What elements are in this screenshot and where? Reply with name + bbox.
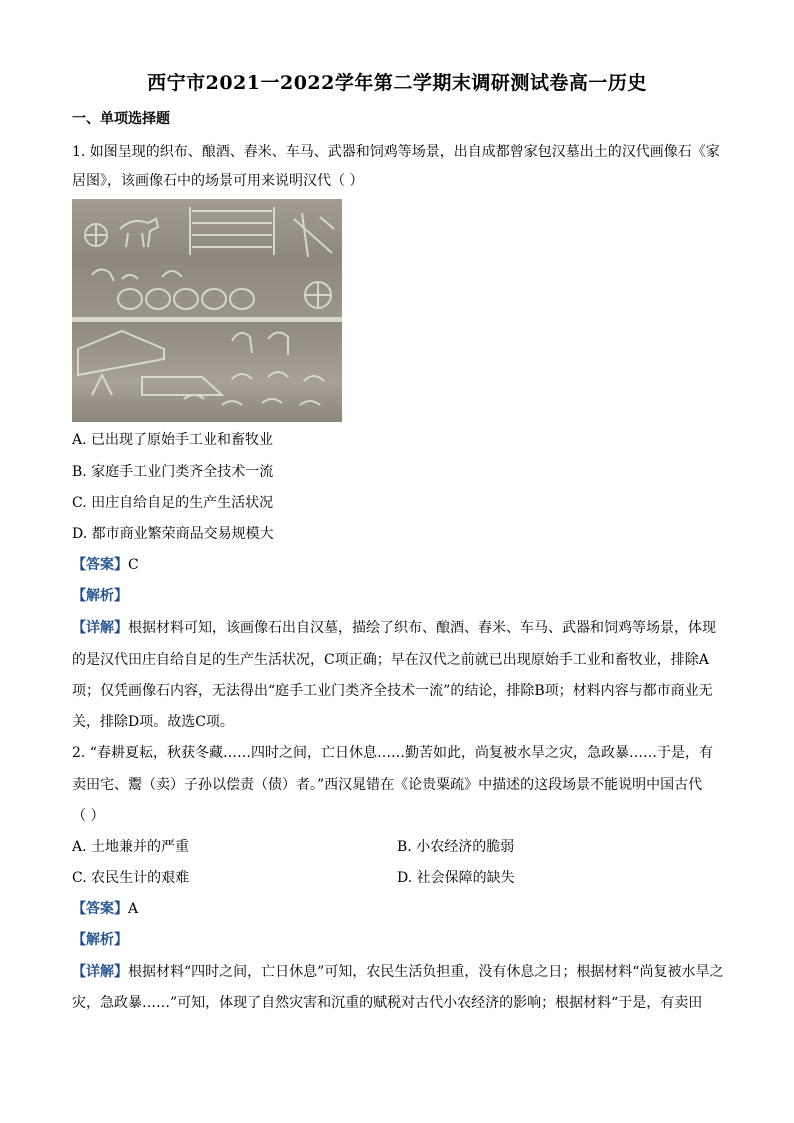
q1-option-c: C. 田庄自给自足的生产生活状况 xyxy=(72,495,274,511)
q1-detail-text1: 根据材料可知，该画像石出自汉墓，描绘了织布、酿酒、舂米、车马、武器和饲鸡等场景，体现 xyxy=(128,620,716,636)
q1-stem-line1: 1. 如图呈现的织布、酿酒、舂米、车马、武器和饲鸡等场景，出自成都曾家包汉墓出土的汉代画像石《家 xyxy=(72,144,720,160)
q2-detail-text1: 根据材料“四时之间，亡日休息”可知，农民生活负担重，没有休息之日；根据材料“尚复被水旱之 xyxy=(128,964,724,980)
q2-analysis-tag: 【解析】 xyxy=(72,932,128,948)
relief-image xyxy=(72,199,342,422)
q1-detail-line4: 关，排除D项。故选C项。 xyxy=(72,714,234,730)
q1-option-a: A. 已出现了原始手工业和畜牧业 xyxy=(72,432,274,448)
q2-detail-tag: 【详解】 xyxy=(72,964,128,980)
relief-carvings xyxy=(72,199,342,422)
q1-answer-tag: 【答案】 xyxy=(72,557,128,573)
page-title: 西宁市2021一2022学年第二学期末调研测试卷高一历史 xyxy=(147,72,647,94)
q2-option-d: D. 社会保障的缺失 xyxy=(397,870,515,886)
q1-stem-line2: 居图》，该画像石中的场景可用来说明汉代（ ） xyxy=(72,173,364,189)
q2-stem-line3: （ ） xyxy=(72,808,105,824)
section-heading: 一、单项选择题 xyxy=(72,111,170,127)
q2-option-c: C. 农民生计的艰难 xyxy=(72,870,190,886)
q2-option-a: A. 土地兼并的严重 xyxy=(72,839,190,855)
q1-option-d: D. 都市商业繁荣商品交易规模大 xyxy=(72,526,274,542)
q1-detail-line3: 项；仅凭画像石内容，无法得出“庭手工业门类齐全技术一流”的结论，排除B项；材料内容与都市商业无 xyxy=(72,683,713,699)
q1-detail-line2: 的是汉代田庄自给自足的生产生活状况，C项正确；早在汉代之前就已出现原始手工业和畜牧业，排除A xyxy=(72,652,709,668)
q2-analysis xyxy=(72,930,722,950)
q2-option-b: B. 小农经济的脆弱 xyxy=(397,839,515,855)
q1-answer-value: C xyxy=(128,557,139,573)
q1-option-b: B. 家庭手工业门类齐全技术一流 xyxy=(72,464,274,480)
q2-answer-value: A xyxy=(128,901,139,917)
q2-answer xyxy=(72,899,722,919)
q2-stem-line2: 卖田宅、鬻（卖）子孙以偿责（债）者。”西汉晁错在《论贵粟疏》中描述的这段场景不能说明中国古代 xyxy=(72,777,703,793)
q1-detail-tag: 【详解】 xyxy=(72,620,128,636)
q2-detail-line2: 灾，急政暴……”可知，体现了自然灾害和沉重的赋税对古代小农经济的影响；根据材料“于是，有卖田 xyxy=(72,995,703,1011)
q2-answer-tag: 【答案】 xyxy=(72,901,128,917)
q1-analysis xyxy=(72,586,722,606)
q1-detail-line1 xyxy=(72,618,722,638)
q2-detail-line1 xyxy=(72,962,722,982)
q2-stem-line1: 2. “春耕夏耘，秋获冬藏……四时之间，亡日休息……勤苦如此，尚复被水旱之灾，急政暴……于是，有 xyxy=(72,745,713,761)
q1-analysis-tag: 【解析】 xyxy=(72,588,128,604)
q1-answer xyxy=(72,555,722,575)
